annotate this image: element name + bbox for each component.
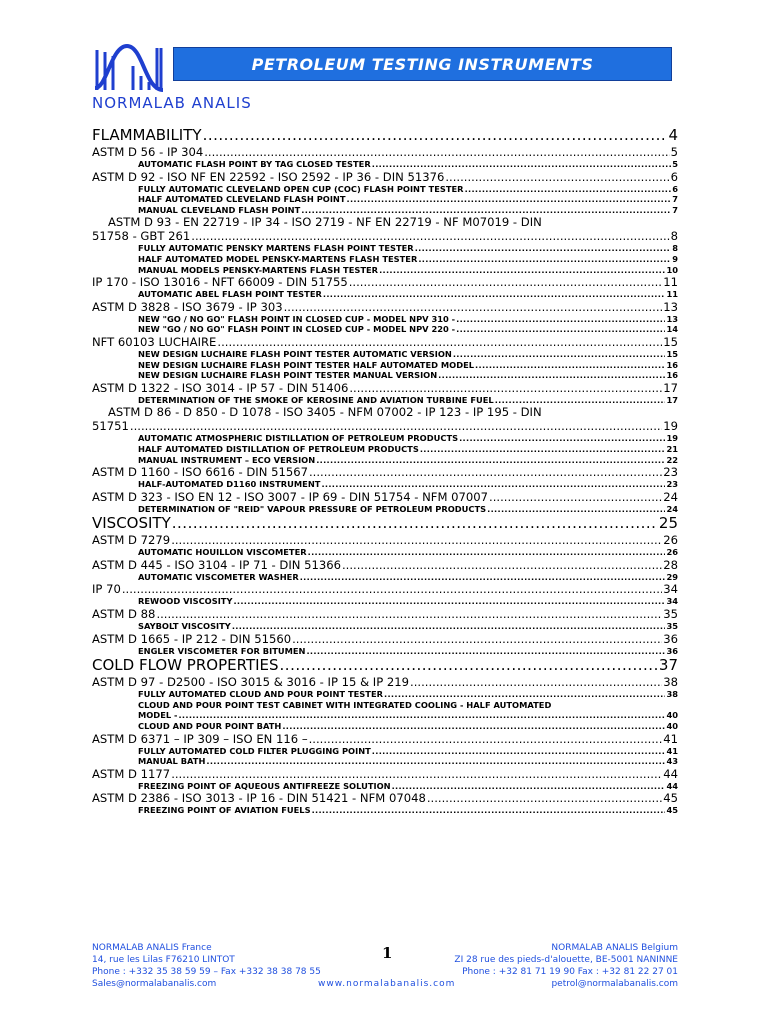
- toc-subentry-line1[interactable]: CLOUD AND POUR POINT TEST CABINET WITH INTEGRATED COOLING - HALF AUTOMATED: [138, 699, 552, 710]
- toc-entry[interactable]: ASTM D 56 - IP 304 ..... 5: [92, 145, 678, 159]
- toc-entry[interactable]: ASTM D 3828 - ISO 3679 - IP 303 ..... 13: [92, 300, 678, 314]
- toc-entry[interactable]: IP 170 - ISO 13016 - NFT 66009 - DIN 51755 ..... 11: [92, 275, 678, 289]
- toc-entry-line1[interactable]: ASTM D 86 - D 850 - D 1078 - ISO 3405 - NFM 07002 - IP 123 - IP 195 - DIN: [108, 405, 542, 420]
- footer: [92, 942, 678, 992]
- footer-email-link[interactable]: Sales@normalabanalis.com: [92, 979, 217, 989]
- toc-entry[interactable]: ASTM D 2386 - ISO 3013 - IP 16 - DIN 51421 - NFM 07048 ..... 45: [92, 791, 678, 805]
- toc-entry[interactable]: NFT 60103 LUCHAIRE ..... 15: [92, 335, 678, 349]
- toc-entry[interactable]: ASTM D 97 - D2500 - ISO 3015 & 3016 - IP 15 & IP 219 ..... 38: [92, 675, 678, 689]
- toc-subentry[interactable]: AUTOMATIC ABEL FLASH POINT TESTER ..... 11: [92, 289, 678, 300]
- toc-section-flammability[interactable]: FLAMMABILITY ..... 4: [92, 126, 678, 145]
- toc-subentry[interactable]: CLOUD AND POUR POINT BATH ..... 40: [92, 721, 678, 732]
- sine-wave-logo-icon: [93, 42, 165, 94]
- toc-subentry[interactable]: FULLY AUTOMATED CLOUD AND POUR POINT TESTER ..... 38: [92, 689, 678, 700]
- toc-subentry[interactable]: HALF AUTOMATED CLEVELAND FLASH POINT ..... 7: [92, 194, 678, 205]
- toc-subentry[interactable]: NEW DESIGN LUCHAIRE FLASH POINT TESTER AUTOMATIC VERSION ..... 15: [92, 349, 678, 360]
- toc-subentry[interactable]: HALF AUTOMATED DISTILLATION OF PETROLEUM PRODUCTS ..... 21: [92, 444, 678, 455]
- toc-subentry[interactable]: NEW "GO / NO GO" FLASH POINT IN CLOSED CUP - MODEL NPV 220 - ..... 14: [92, 324, 678, 335]
- toc-subentry[interactable]: MANUAL BATH ..... 43: [92, 756, 678, 767]
- footer-company: NORMALAB ANALIS Belgium: [551, 943, 678, 953]
- page-title: PETROLEUM TESTING INSTRUMENTS: [173, 47, 672, 81]
- footer-belgium-address: [454, 942, 678, 990]
- toc-subentry[interactable]: ENGLER VISCOMETER FOR BITUMEN ..... 36: [92, 646, 678, 657]
- toc-subentry[interactable]: FREEZING POINT OF AQUEOUS ANTIFREEZE SOLUTION ..... 44: [92, 781, 678, 792]
- toc-entry[interactable]: 51758 - GBT 261 ..... 8: [92, 229, 678, 243]
- toc-subentry[interactable]: AUTOMATIC FLASH POINT BY TAG CLOSED TESTER ..... 5: [92, 159, 678, 170]
- footer-address: ZI 28 rue des pieds-d'alouette, BE-5001 NANINNE: [454, 955, 678, 965]
- toc-entry-line1[interactable]: ASTM D 93 - EN 22719 - IP 34 - ISO 2719 - NF EN 22719 - NF M07019 - DIN: [108, 215, 542, 230]
- toc-subentry[interactable]: AUTOMATIC ATMOSPHERIC DISTILLATION OF PETROLEUM PRODUCTS ..... 19: [92, 433, 678, 444]
- toc-subentry[interactable]: MODEL - ..... 40: [92, 710, 678, 721]
- toc-subentry[interactable]: MANUAL INSTRUMENT – ECO VERSION ..... 22: [92, 455, 678, 466]
- toc-entry[interactable]: ASTM D 323 - ISO EN 12 - ISO 3007 - IP 69 - DIN 51754 - NFM 07007 ..... 24: [92, 490, 678, 504]
- toc-subentry[interactable]: FREEZING POINT OF AVIATION FUELS ..... 45: [92, 805, 678, 816]
- toc-entry[interactable]: ASTM D 7279 ..... 26: [92, 533, 678, 547]
- toc-subentry[interactable]: FULLY AUTOMATIC CLEVELAND OPEN CUP (COC) FLASH POINT TESTER ..... 6: [92, 184, 678, 195]
- toc-entry[interactable]: ASTM D 88 ..... 35: [92, 607, 678, 621]
- footer-phone: Phone : +332 35 38 59 59 – Fax +332 38 38 78 55: [92, 967, 321, 977]
- toc-entry[interactable]: ASTM D 1160 - ISO 6616 - DIN 51567 ..... 23: [92, 465, 678, 479]
- toc-subentry[interactable]: MANUAL CLEVELAND FLASH POINT ..... 7: [92, 205, 678, 216]
- toc-subentry[interactable]: MANUAL MODELS PENSKY-MARTENS FLASH TESTER ..... 10: [92, 265, 678, 276]
- toc-section-cold-flow[interactable]: COLD FLOW PROPERTIES ..... 37: [92, 656, 678, 675]
- toc-entry[interactable]: IP 70 ..... 34: [92, 582, 678, 596]
- toc-subentry[interactable]: HALF-AUTOMATED D1160 INSTRUMENT ..... 23: [92, 479, 678, 490]
- toc-entry[interactable]: ASTM D 1665 - IP 212 - DIN 51560 ..... 36: [92, 632, 678, 646]
- footer-website-link[interactable]: www.normalabanalis.com: [318, 979, 456, 989]
- toc-subentry[interactable]: REWOOD VISCOSITY ..... 34: [92, 596, 678, 607]
- footer-address: 14, rue les Lilas F76210 LINTOT: [92, 955, 235, 965]
- toc-subentry[interactable]: DETERMINATION OF THE SMOKE OF KEROSINE AND AVIATION TURBINE FUEL ..... 17: [92, 395, 678, 406]
- toc-subentry[interactable]: SAYBOLT VISCOSITY ..... 35: [92, 621, 678, 632]
- toc-entry[interactable]: ASTM D 6371 – IP 309 – ISO EN 116 – ..... 41: [92, 732, 678, 746]
- footer-email-link[interactable]: petrol@normalabanalis.com: [551, 979, 678, 989]
- toc-section-viscosity[interactable]: VISCOSITY ..... 25: [92, 514, 678, 533]
- page-number: 1: [382, 944, 393, 962]
- toc-subentry[interactable]: NEW DESIGN LUCHAIRE FLASH POINT TESTER HALF AUTOMATED MODEL ..... 16: [92, 360, 678, 371]
- footer-company: NORMALAB ANALIS France: [92, 943, 212, 953]
- table-of-contents: [92, 126, 678, 816]
- toc-entry[interactable]: ASTM D 1322 - ISO 3014 - IP 57 - DIN 51406 ..... 17: [92, 381, 678, 395]
- toc-subentry[interactable]: FULLY AUTOMATED COLD FILTER PLUGGING POINT ..... 41: [92, 746, 678, 757]
- toc-subentry[interactable]: AUTOMATIC VISCOMETER WASHER ..... 29: [92, 572, 678, 583]
- toc-entry[interactable]: ASTM D 1177 ..... 44: [92, 767, 678, 781]
- toc-subentry[interactable]: NEW "GO / NO GO" FLASH POINT IN CLOSED CUP - MODEL NPV 310 - ..... 13: [92, 314, 678, 325]
- toc-entry[interactable]: ASTM D 445 - ISO 3104 - IP 71 - DIN 51366 ..... 28: [92, 558, 678, 572]
- toc-entry[interactable]: 51751 ..... 19: [92, 419, 678, 433]
- toc-subentry[interactable]: FULLY AUTOMATIC PENSKY MARTENS FLASH POINT TESTER ..... 8: [92, 243, 678, 254]
- footer-phone: Phone : +32 81 71 19 90 Fax : +32 81 22 27 01: [462, 967, 678, 977]
- footer-france-address: [92, 942, 321, 990]
- toc-entry[interactable]: ASTM D 92 - ISO NF EN 22592 - ISO 2592 - IP 36 - DIN 51376 ..... 6: [92, 170, 678, 184]
- toc-subentry[interactable]: AUTOMATIC HOUILLON VISCOMETER ..... 26: [92, 547, 678, 558]
- toc-subentry[interactable]: HALF AUTOMATED MODEL PENSKY-MARTENS FLASH TESTER ..... 9: [92, 254, 678, 265]
- logo-text: NORMALAB ANALIS: [92, 94, 252, 112]
- toc-subentry[interactable]: DETERMINATION OF "REID" VAPOUR PRESSURE OF PETROLEUM PRODUCTS ..... 24: [92, 504, 678, 515]
- toc-subentry[interactable]: NEW DESIGN LUCHAIRE FLASH POINT TESTER MANUAL VERSION ..... 16: [92, 370, 678, 381]
